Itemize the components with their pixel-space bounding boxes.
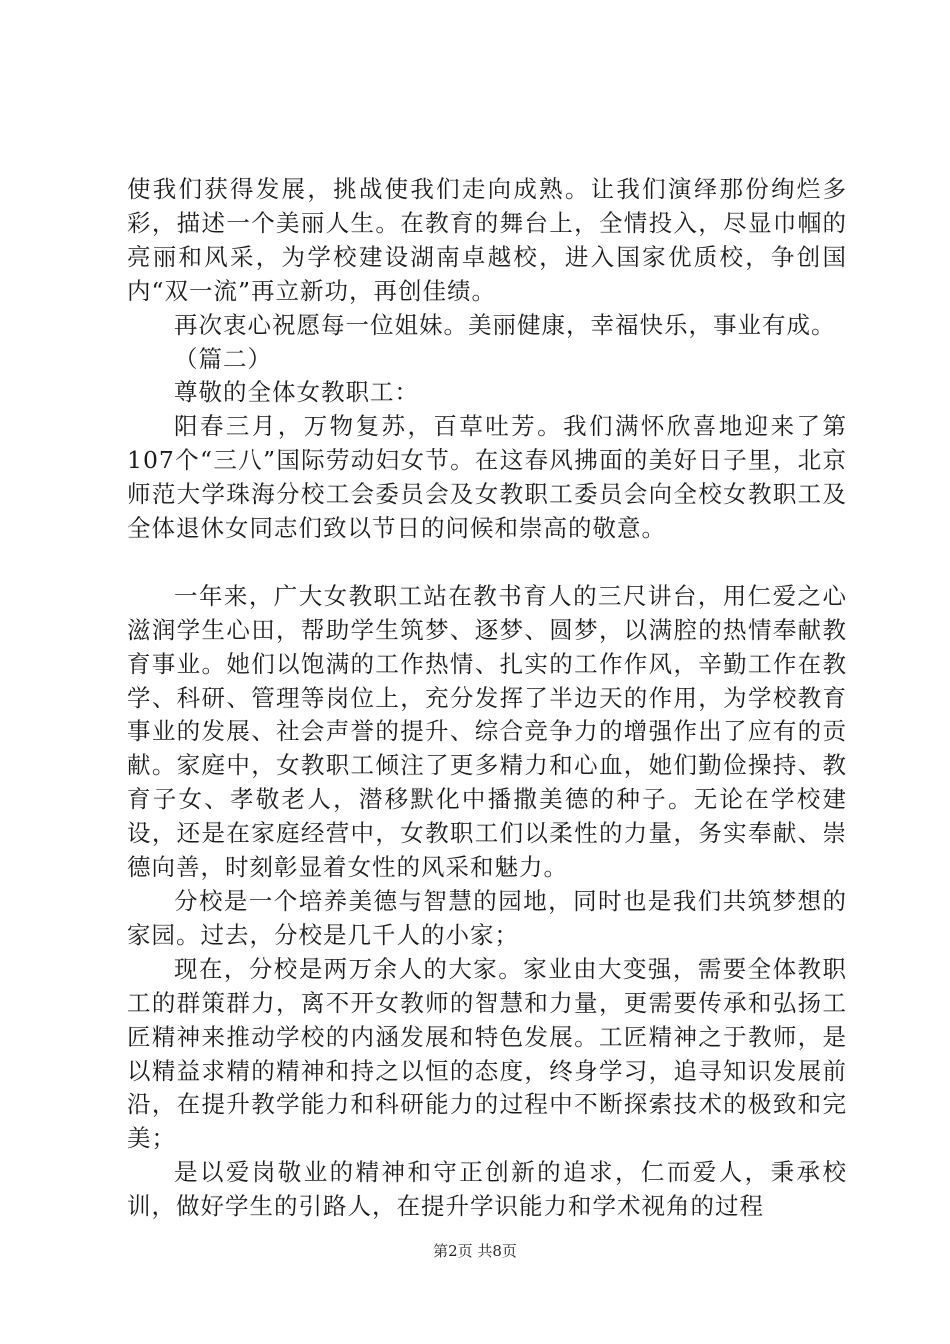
- page-number: 第2页 共8页: [433, 1242, 517, 1260]
- paragraph-craftsmanship: 现在，分校是两万余人的大家。家业由大变强，需要全体教职工的群策群力，离不开女教师的智慧和力量，更需要传承和弘扬工匠精神来推动学校的内涵发展和特色发展。工匠精神之于教师，是以精益求精的精神和持之以恒的态度，终身学习，追寻知识发展前沿，在提升教学能力和科研能力的过程中不断探索技术的极致和完美；: [127, 954, 847, 1153]
- section-heading: （篇二）: [174, 344, 272, 373]
- paragraph-wishes: 再次衷心祝愿每一位姐妹。美丽健康，幸福快乐，事业有成。: [174, 310, 836, 339]
- paragraph-continuation: 使我们获得发展，挑战使我们走向成熟。让我们演绎那份绚烂多彩，描述一个美丽人生。在教育的舞台上，全情投入，尽显巾帼的亮丽和风采，为学校建设湖南卓越校，进入国家优质校，争创国内“双一流”再立新功，再创佳绩。: [127, 175, 847, 305]
- salutation: 尊敬的全体女教职工：: [174, 378, 419, 407]
- paragraph-achievements: 一年来，广大女教职工站在教书育人的三尺讲台，用仁爱之心滋润学生心田，帮助学生筑梦、逐梦、圆梦，以满腔的热情奉献教育事业。她们以饱满的工作热情、扎实的工作作风，辛勤工作在教学、科研、管理等岗位上，充分发挥了半边天的作用，为学校教育事业的发展、社会声誉的提升、综合竞争力的增强作出了应有的贡献。家庭中，女教职工倾注了更多精力和心血，她们勤俭操持、教育子女、孝敬老人，潜移默化中播撒美德的种子。无论在学校建设，还是在家庭经营中，女教职工们以柔性的力量，务实奉献、崇德向善，时刻彰显着女性的风采和魅力。: [127, 581, 847, 882]
- paragraph-dedication: 是以爱岗敬业的精神和守正创新的追求，仁而爱人，秉承校训，做好学生的引路人，在提升学识能力和学术视角的过程: [127, 1158, 847, 1221]
- paragraph-campus: 分校是一个培养美德与智慧的园地，同时也是我们共筑梦想的家园。过去，分校是几千人的小家；: [127, 887, 847, 949]
- paragraph-opening: 阳春三月，万物复苏，百草吐芳。我们满怀欣喜地迎来了第107个“三八”国际劳动妇女节。在这春风拂面的美好日子里，北京师范大学珠海分校工会委员会及女教职工委员会向全校女教职工及全体退休女同志们致以节日的问候和崇高的敬意。: [127, 412, 847, 543]
- document-body: [127, 173, 847, 1224]
